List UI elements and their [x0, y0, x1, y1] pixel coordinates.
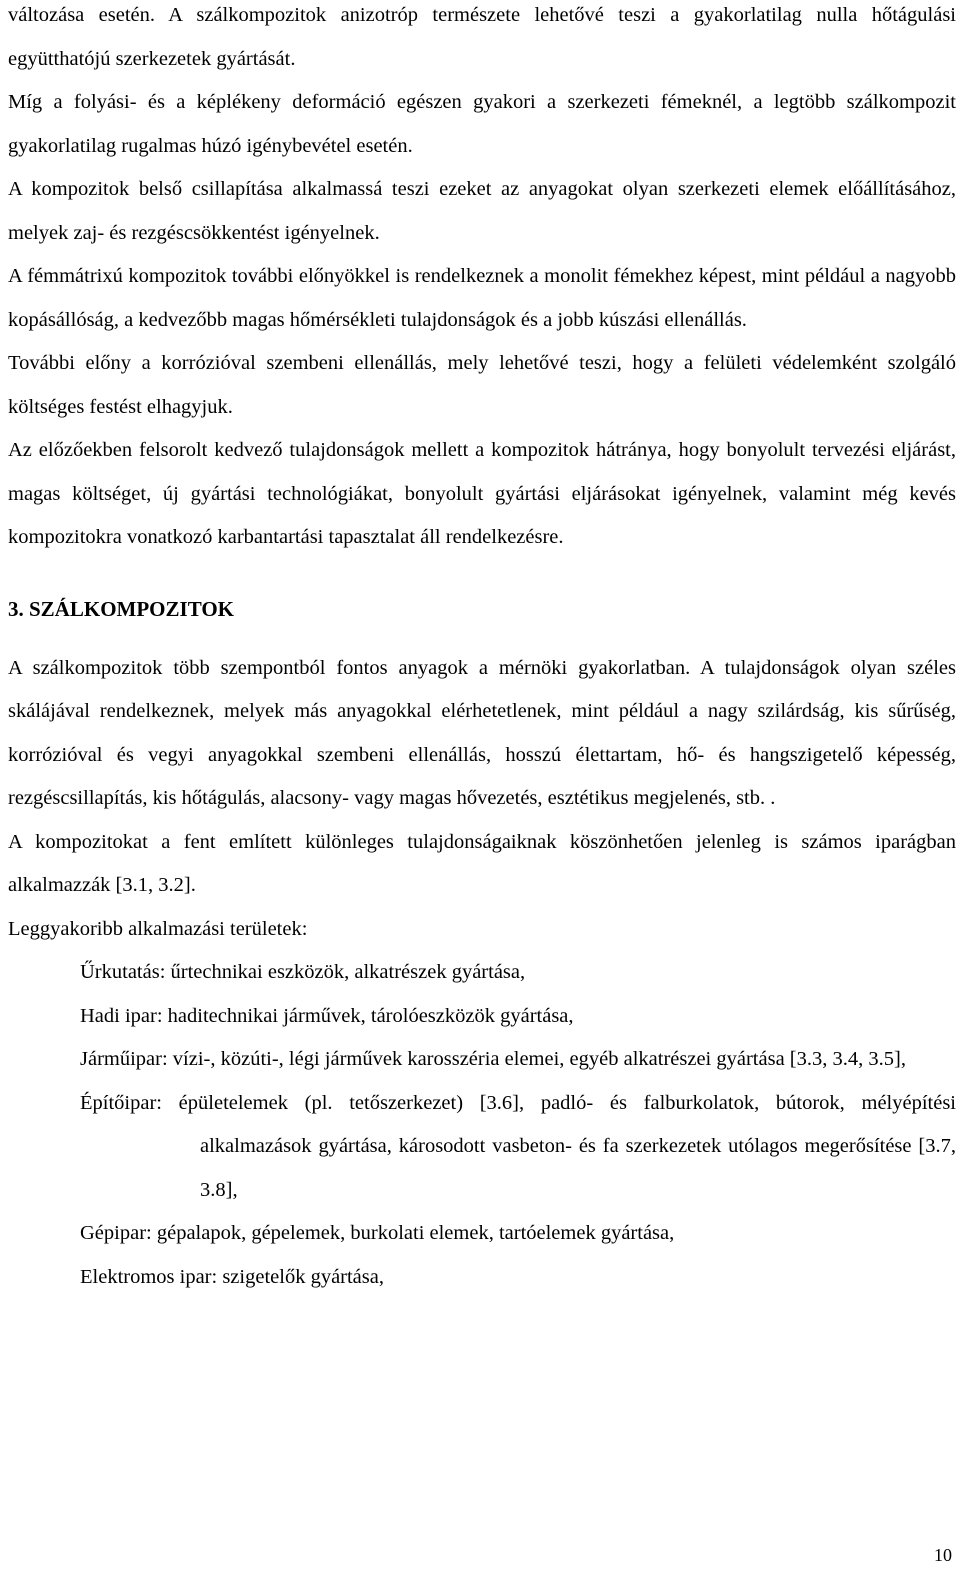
- list-item: Járműipar: vízi-, közúti-, légi járművek karosszéria elemei, egyéb alkatrészei gyártása [3.3, 3.4, 3.5],: [80, 1048, 906, 1070]
- list-item: Építőipar: épületelemek (pl. tetőszerkezet) [3.6], padló- és falburkolatok, bútorok, mélyépítési alkalmazások gyártása, károsodott vasbeton- és fa szerkezetek utólagos megerősítése [3.7, 3.8],: [80, 1091, 956, 1201]
- section-heading: 3. SZÁLKOMPOZITOK: [8, 596, 234, 621]
- paragraph-metal-matrix: A fémmátrixú kompozitok további előnyökkel is rendelkeznek a monolit fémekhez képest, mint például a nagyobb kopásállóság, a kedvezőbb magas hőmérsékleti tulajdonságok és a jobb kúszási ellenállás.: [8, 265, 956, 331]
- list-item: Elektromos ipar: szigetelők gyártása,: [80, 1265, 384, 1288]
- list-item: Hadi ipar: haditechnikai járművek, tárolóeszközök gyártása,: [80, 1004, 574, 1027]
- page-number: 10: [934, 1545, 952, 1565]
- paragraph-industries: A kompozitokat a fent említett különleges tulajdonságaiknak köszönhetően jelenleg is számos iparágban alkalmazzák [3.1, 3.2].: [8, 830, 956, 896]
- list-item: Űrkutatás: űrtechnikai eszközök, alkatrészek gyártása,: [80, 961, 526, 983]
- applications-list: [80, 951, 956, 1299]
- paragraph-applications-lead: Leggyakoribb alkalmazási területek:: [8, 917, 308, 940]
- paragraph-disadvantages: Az előzőekben felsorolt kedvező tulajdonságok mellett a kompozitok hátránya, hogy bonyolult tervezési eljárást, magas költséget, új gyártási technológiákat, bonyolult gyártási eljárásokat igényelnek, valamint még kevés kompozitokra vonatkozó karbantartási tapasztalat áll rendelkezésre.: [8, 439, 956, 548]
- paragraph-elastic-behaviour: Míg a folyási- és a képlékeny deformáció egészen gyakori a szerkezeti fémeknél, a legtöbb szálkompozit gyakorlatilag rugalmas húzó igénybevétel esetén.: [8, 91, 956, 157]
- paragraph-fiber-composites-intro: A szálkompozitok több szempontból fontos anyagok a mérnöki gyakorlatban. A tulajdonságok olyan széles skálájával rendelkeznek, melyek más anyagokkal elérhetetlenek, mint például a nagy szilárdság, kis sűrűség, korrózióval és vegyi anyagokkal szembeni ellenállás, hosszú élettartam, hő- és hangszigetelő képesség, rezgéscsillapítás, kis hőtágulás, alacsony- vagy magas hővezetés, esztétikus megjelenés, stb. .: [8, 656, 956, 809]
- paragraph-damping: A kompozitok belső csillapítása alkalmassá teszi ezeket az anyagokat olyan szerkezeti elemek előállításához, melyek zaj- és rezgéscsökkentést igényelnek.: [8, 178, 956, 244]
- document-page: [8, 0, 956, 1299]
- paragraph-thermal-expansion: változása esetén. A szálkompozitok anizotróp természete lehetővé teszi a gyakorlatilag nulla hőtágulási együtthatójú szerkezetek gyártását.: [8, 4, 956, 70]
- list-item: Gépipar: gépalapok, gépelemek, burkolati elemek, tartóelemek gyártása,: [80, 1222, 675, 1244]
- paragraph-corrosion: További előny a korrózióval szembeni ellenállás, mely lehetővé teszi, hogy a felületi védelemként szolgáló költséges festést elhagyjuk.: [8, 352, 956, 418]
